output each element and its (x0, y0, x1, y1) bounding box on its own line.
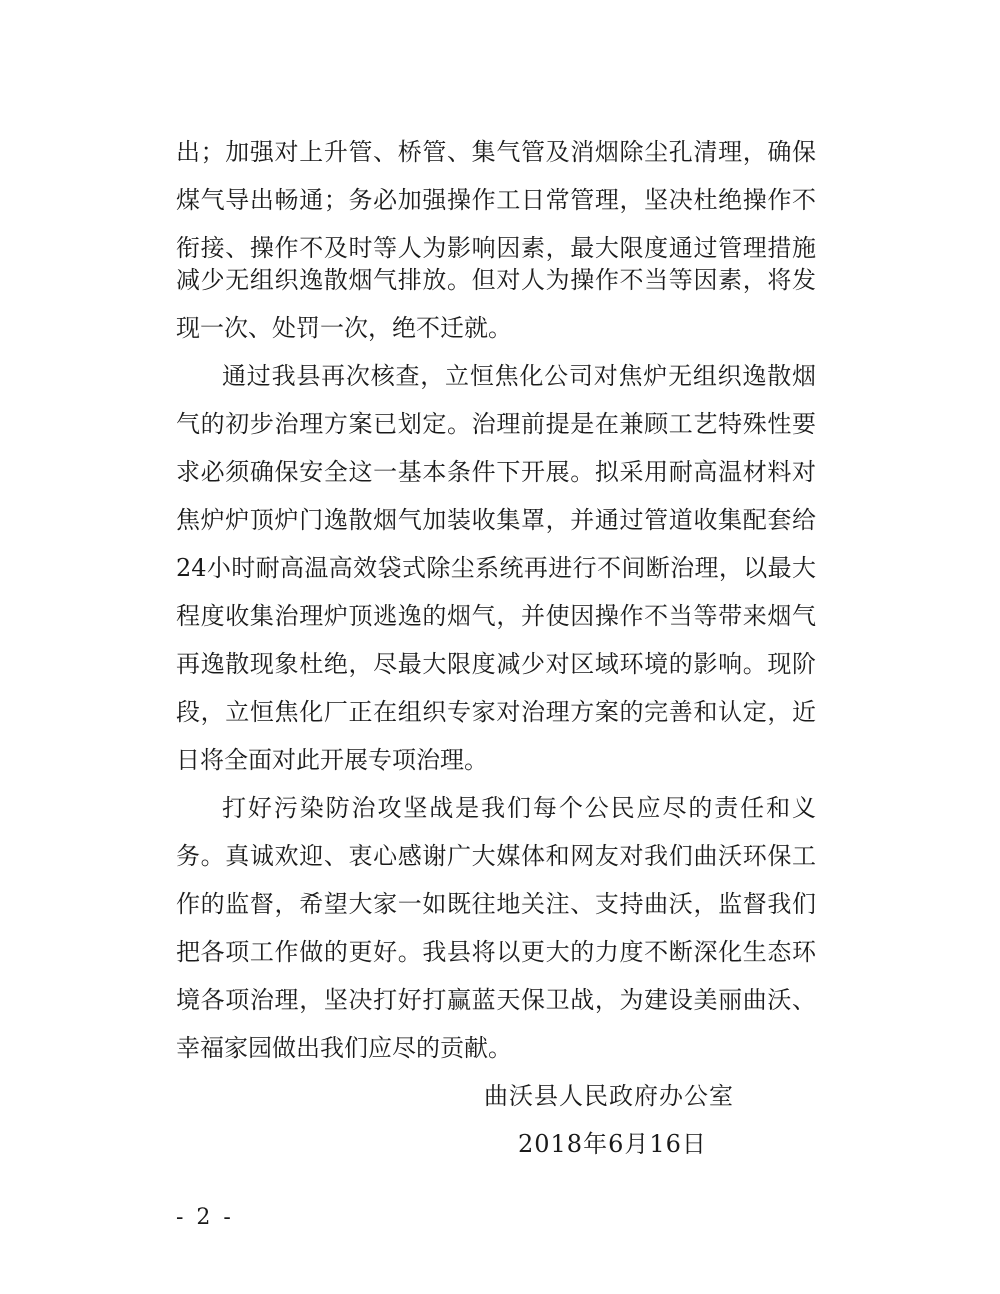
paragraph-2-line-7: 再逸散现象杜绝，尽最大限度减少对区域环境的影响。现阶 (176, 650, 816, 678)
paragraph-2-line-1: 通过我县再次核查，立恒焦化公司对焦炉无组织逸散烟 (222, 362, 816, 390)
paragraph-2-line-4: 焦炉炉顶炉门逸散烟气加装收集罩，并通过管道收集配套给 (176, 506, 816, 534)
paragraph-3-line-3: 作的监督，希望大家一如既往地关注、支持曲沃，监督我们 (176, 890, 816, 918)
paragraph-3-line-4: 把各项工作做的更好。我县将以更大的力度不断深化生态环 (176, 938, 816, 966)
paragraph-1-line-1: 出；加强对上升管、桥管、集气管及消烟除尘孔清理，确保 (176, 138, 816, 166)
paragraph-1-line-2: 煤气导出畅通；务必加强操作工日常管理，坚决杜绝操作不 (176, 186, 816, 214)
paragraph-3-line-2: 务。真诚欢迎、衷心感谢广大媒体和网友对我们曲沃环保工 (176, 842, 816, 870)
paragraph-2-line-3: 求必须确保安全这一基本条件下开展。拟采用耐高温材料对 (176, 458, 816, 486)
paragraph-1-line-4: 减少无组织逸散烟气排放。但对人为操作不当等因素，将发 (176, 266, 816, 294)
paragraph-3-line-6: 幸福家园做出我们应尽的贡献。 (176, 1034, 512, 1062)
paragraph-3-line-1: 打好污染防治攻坚战是我们每个公民应尽的责任和义 (222, 794, 816, 822)
paragraph-1-line-3: 衔接、操作不及时等人为影响因素，最大限度通过管理措施 (176, 234, 816, 262)
paragraph-1-line-5: 现一次、处罚一次，绝不迁就。 (176, 314, 512, 342)
page-number: - 2 - (176, 1205, 234, 1230)
signature-date: 2018年6月16日 (518, 1130, 707, 1158)
paragraph-2-line-9: 日将全面对此开展专项治理。 (176, 746, 488, 774)
paragraph-2-line-2: 气的初步治理方案已划定。治理前提是在兼顾工艺特殊性要 (176, 410, 816, 438)
paragraph-2-line-8: 段，立恒焦化厂正在组织专家对治理方案的完善和认定，近 (176, 698, 816, 726)
paragraph-3-line-5: 境各项治理，坚决打好打赢蓝天保卫战，为建设美丽曲沃、 (176, 986, 816, 1014)
paragraph-2-line-6: 程度收集治理炉顶逃逸的烟气，并使因操作不当等带来烟气 (176, 602, 816, 630)
signature-office: 曲沃县人民政府办公室 (484, 1082, 734, 1110)
paragraph-2-line-5: 24小时耐高温高效袋式除尘系统再进行不间断治理，以最大 (176, 554, 816, 582)
